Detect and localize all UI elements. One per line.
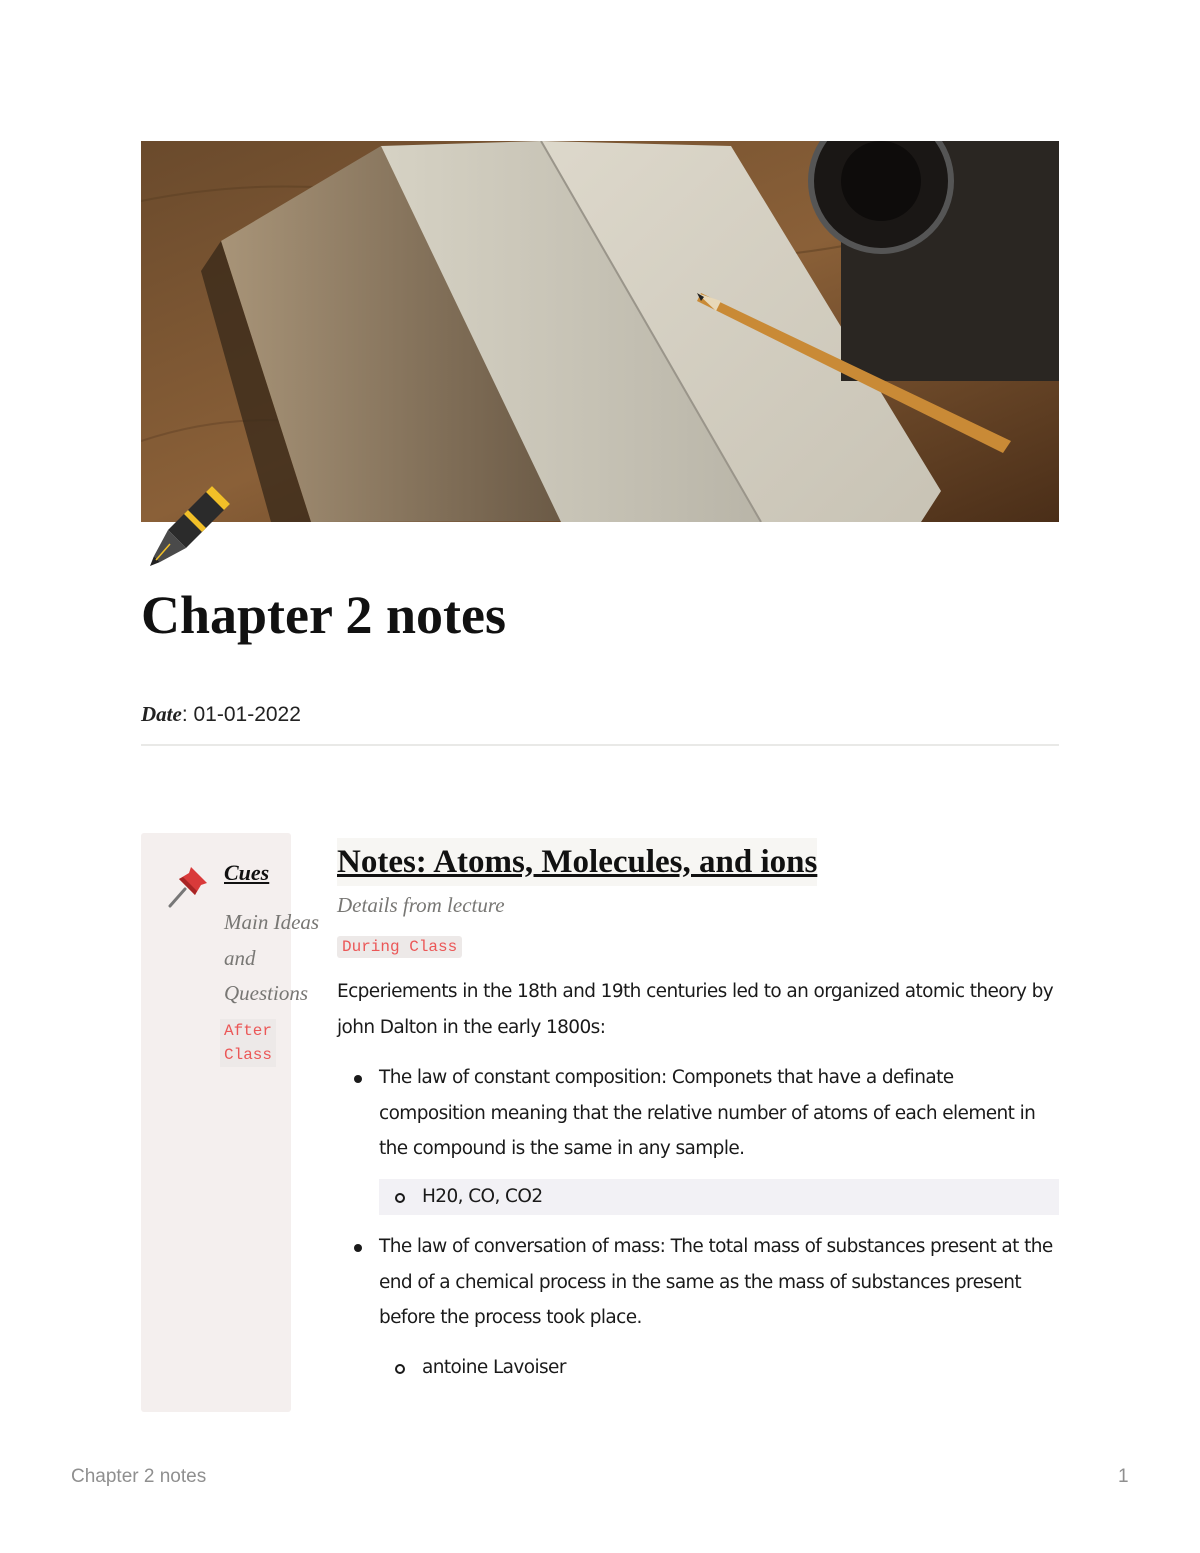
- date-value[interactable]: 01-01-2022: [193, 703, 301, 726]
- sub-list-item: [379, 1350, 1059, 1386]
- pushpin-icon: [167, 865, 209, 909]
- after-class-tag-line2: Class: [220, 1043, 276, 1067]
- during-class-tag: During Class: [337, 936, 462, 958]
- page-title: Chapter 2 notes: [141, 585, 507, 645]
- sub-list-item: [379, 1179, 1059, 1215]
- after-class-tag: [224, 1019, 290, 1067]
- sub-list-item-text: antoine Lavoiser: [422, 1357, 566, 1378]
- date-property: Date: 01-01-2022: [141, 702, 301, 726]
- list-item: The law of constant composition: Componets that have a definate composition meaning that the relative number of atoms of each element in the compound is the same in any sample.: [379, 1060, 1059, 1167]
- page-number: 1: [1118, 1466, 1129, 1487]
- divider: [141, 744, 1059, 746]
- details-subtitle: Details from lecture: [337, 893, 505, 917]
- cues-title: Cues: [224, 860, 270, 885]
- list-item: The law of conversation of mass: The total mass of substances present at the end of a chemical process in the same as the mass of substances present before the process took place.: [379, 1229, 1059, 1336]
- intro-paragraph: Ecperiements in the 18th and 19th centuries led to an organized atomic theory by john Dalton in the early 1800s:: [337, 981, 1054, 1038]
- fountain-pen-icon: [146, 482, 234, 570]
- after-class-tag-line1: After: [220, 1019, 276, 1043]
- date-label: Date: [141, 702, 182, 726]
- cues-subtitle: Main Ideas and Questions: [224, 910, 320, 1005]
- notes-heading: Notes: Atoms, Molecules, and ions: [337, 838, 817, 886]
- cover-image: [141, 141, 1059, 522]
- sub-list-item-text: H20, CO, CO2: [422, 1186, 543, 1207]
- footer-title: Chapter 2 notes: [71, 1466, 207, 1487]
